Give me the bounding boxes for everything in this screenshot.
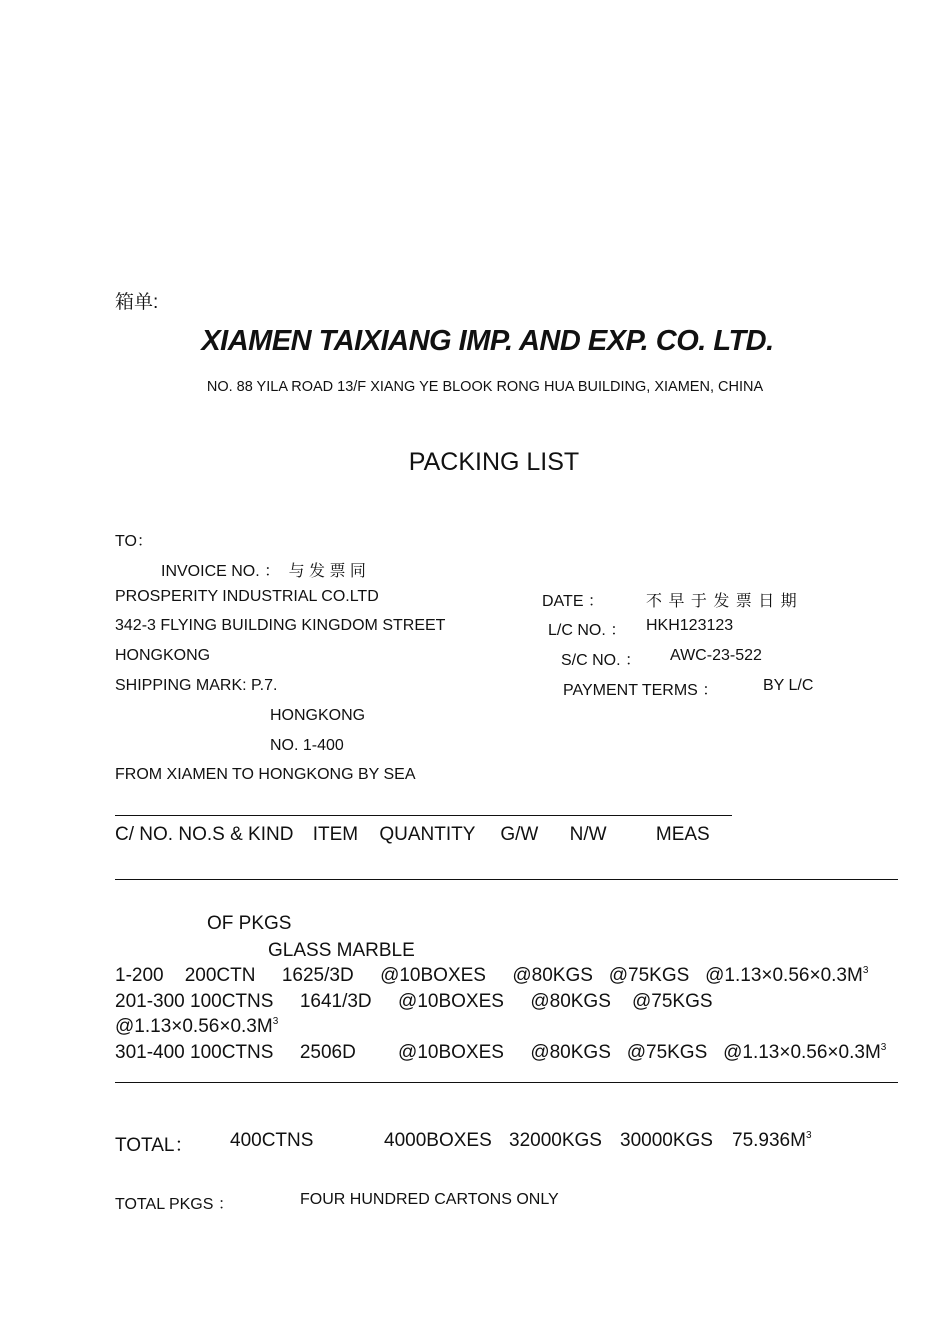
col-meas: MEAS: [655, 824, 710, 845]
lc-value: HKH123123: [646, 617, 734, 634]
invoice-value: 与 发 票 同: [288, 563, 366, 580]
shipping-mark-line2: HONGKONG: [270, 707, 366, 724]
date-label: DATE ：: [542, 593, 604, 610]
col-carton-no: C/ NO.: [115, 824, 174, 845]
document-title: PACKING LIST: [408, 448, 580, 476]
invoice-line: [161, 558, 366, 581]
total-meas-value: 75.936M: [732, 1130, 806, 1151]
consignee-city: HONGKONG: [115, 647, 211, 664]
of-pkgs-label: OF PKGS: [207, 913, 292, 934]
row-3-sup: 3: [880, 1042, 887, 1053]
col-quantity: QUANTITY: [379, 824, 476, 845]
payment-value: BY L/C: [763, 677, 814, 694]
total-pkgs-value: FOUR HUNDRED CARTONS ONLY: [300, 1191, 559, 1208]
table-row: [115, 1042, 886, 1064]
consignee-name: PROSPERITY INDUSTRIAL CO.LTD: [115, 588, 379, 605]
col-gw: G/W: [500, 824, 539, 845]
to-label: TO：: [115, 533, 153, 550]
item-name: GLASS MARBLE: [268, 940, 415, 961]
total-nw: 30000KGS: [620, 1130, 713, 1151]
col-nw: N/W: [569, 824, 607, 845]
total-boxes: 4000BOXES: [384, 1130, 492, 1151]
col-kind: NO.S & KIND: [178, 824, 294, 845]
col-item: ITEM: [312, 824, 359, 845]
row-2-sup: 3: [272, 1016, 279, 1027]
lc-label: L/C NO. ：: [548, 622, 627, 639]
header-label: 箱单:: [115, 292, 159, 313]
short-divider: [115, 815, 732, 816]
total-pkgs-label: TOTAL PKGS ：: [115, 1196, 234, 1213]
total-meas-sup: 3: [805, 1130, 812, 1141]
consignee-street: 342-3 FLYING BUILDING KINGDOM STREET: [115, 617, 446, 634]
sc-label: S/C NO. ：: [561, 652, 642, 669]
row-1-text: 1-200 200CTN 1625/3D @10BOXES @80KGS @75KGS @1.13×0.56×0.3M: [115, 965, 863, 986]
total-gw: 32000KGS: [509, 1130, 602, 1151]
invoice-label: INVOICE NO. ：: [161, 563, 281, 580]
total-ctns: 400CTNS: [230, 1130, 314, 1151]
column-headers: [115, 824, 710, 846]
table-row-continuation: [115, 1016, 278, 1038]
shipping-mark-label: SHIPPING MARK: P.7.: [115, 677, 278, 694]
rows-divider: [115, 1082, 898, 1083]
company-address: NO. 88 YILA ROAD 13/F XIANG YE BLOOK RONG HUA BUILDING, XIAMEN, CHINA: [206, 379, 764, 395]
row-2-text: 201-300 100CTNS 1641/3D @10BOXES @80KGS @75KGS: [115, 991, 713, 1012]
company-name: XIAMEN TAIXIANG IMP. AND EXP. CO. LTD.: [201, 325, 774, 357]
table-row: [115, 965, 868, 987]
header-divider: [115, 879, 898, 880]
date-value: 不 早 于 发 票 日 期: [646, 593, 798, 610]
row-1-sup: 3: [862, 965, 869, 976]
total-meas: [732, 1130, 812, 1152]
payment-label: PAYMENT TERMS ：: [563, 682, 719, 699]
sc-value: AWC-23-522: [670, 647, 762, 664]
shipping-mark-line3: NO. 1-400: [270, 737, 344, 754]
row-2-meas: @1.13×0.56×0.3M: [115, 1016, 273, 1037]
row-3-text: 301-400 100CTNS 2506D @10BOXES @80KGS @75KGS @1.13×0.56×0.3M: [115, 1042, 881, 1063]
route-line: FROM XIAMEN TO HONGKONG BY SEA: [115, 766, 416, 783]
total-label: TOTAL：: [115, 1135, 194, 1156]
table-row: [115, 991, 713, 1013]
